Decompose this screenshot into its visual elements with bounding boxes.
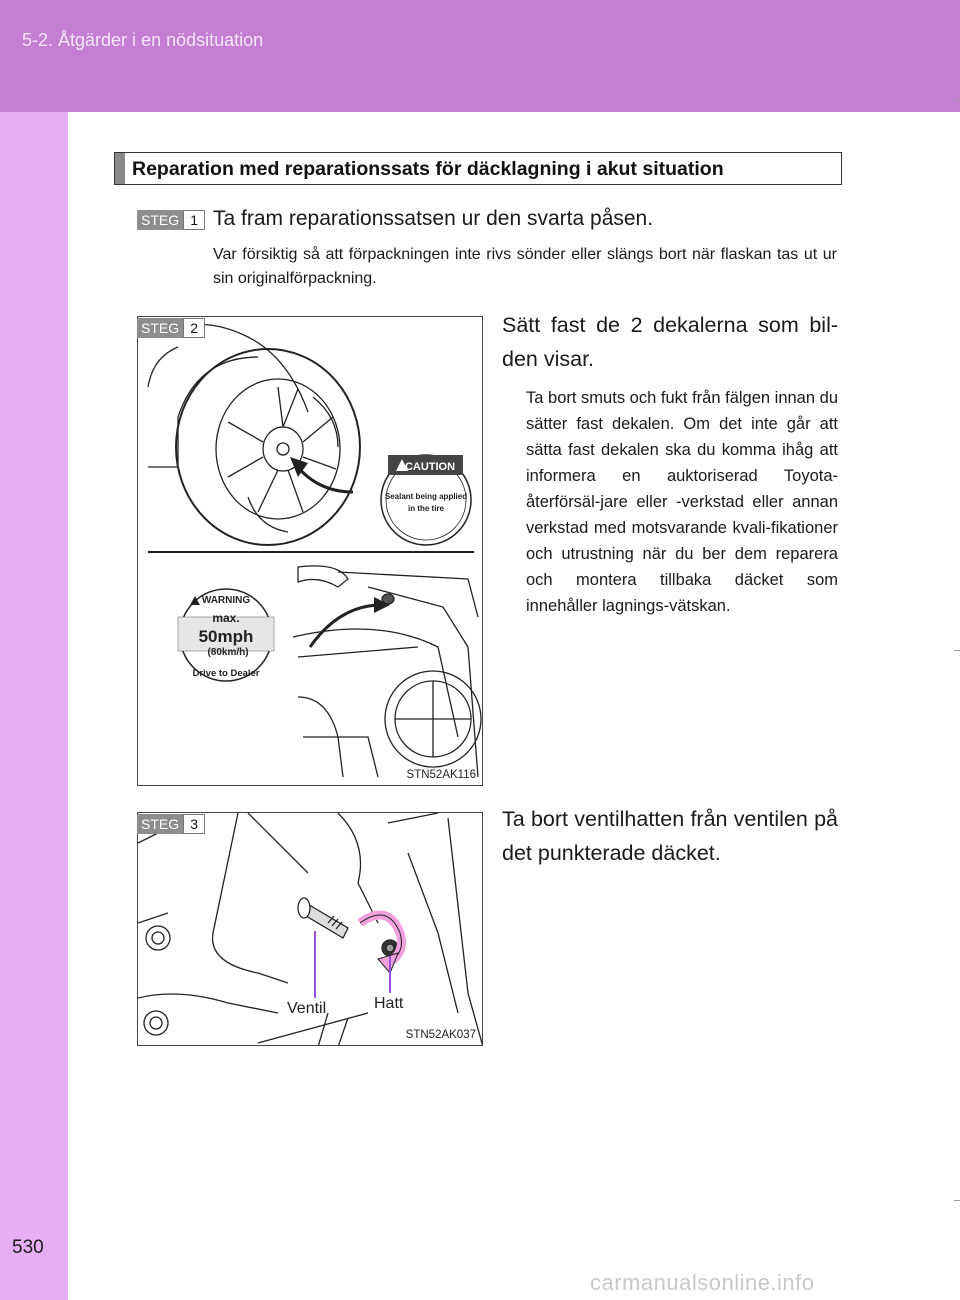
step-1-instruction: Ta fram reparationssatsen ur den svarta påsen. — [213, 207, 654, 230]
step-badge-3 — [137, 814, 205, 834]
watermark: carmanualsonline.info — [590, 1270, 815, 1295]
warning-sticker-title: WARNING — [201, 595, 251, 606]
step-badge-word: STEG — [137, 318, 183, 338]
step-badge-number: 3 — [183, 814, 205, 834]
step-badge-number: 1 — [183, 210, 205, 230]
caution-sticker-line1: Sealant being applied — [384, 492, 468, 501]
step-3-instruction: Ta bort ventilhatten från ventilen på det punkterade däcket. — [502, 807, 838, 865]
step-2-figure — [137, 316, 483, 786]
sticker-placement-illustration — [138, 317, 483, 786]
chapter-header-band — [0, 0, 960, 112]
step-badge-word: STEG — [137, 210, 183, 230]
cap-label: Hatt — [374, 995, 404, 1012]
section-heading — [114, 152, 842, 185]
heading-accent-bar — [115, 153, 125, 184]
step-badge-number: 2 — [183, 318, 205, 338]
chapter-title: 5-2. Åtgärder i en nödsituation — [22, 30, 264, 50]
step-2-instruction: Sätt fast de 2 dekalerna som bil-den visar. — [502, 313, 838, 371]
step-badge-1 — [137, 210, 205, 230]
warning-sticker-kmh: (80km/h) — [207, 647, 249, 658]
page-number: 530 — [12, 1237, 44, 1258]
caution-sticker-title: CAUTION — [404, 461, 456, 473]
trim-mark — [954, 650, 960, 651]
step-1-note: Var försiktig så att förpackningen inte rivs sönder eller slängs bort när flaskan tas ut ur sin originalförpackning. — [213, 246, 837, 287]
warning-sticker-max: max. — [212, 611, 240, 625]
step-badge-2 — [137, 318, 205, 338]
figure-code: STN52AK116 — [406, 769, 476, 781]
step-badge-word: STEG — [137, 814, 183, 834]
section-heading-text: Reparation med reparationssats för däcklagning i akut situation — [132, 158, 724, 180]
warning-sticker-bottom: Drive to Dealer — [192, 668, 260, 679]
trim-mark — [954, 1200, 960, 1201]
figure-code: STN52AK037 — [405, 1029, 476, 1041]
warning-sticker-speed: 50mph — [198, 627, 254, 646]
trim-mark — [954, 100, 960, 101]
valve-label: Ventil — [287, 1000, 327, 1017]
side-color-strip — [0, 112, 68, 1300]
caution-sticker-line2: in the tire — [407, 504, 445, 513]
step-2-note: Ta bort smuts och fukt från fälgen innan du sätter fast dekalen. Om det inte går att sätta fast dekalen ska du komma ihåg att informera en auktoriserad Toyota-återförsäl-jare eller -verkstad eller annan verkstad med motsvarande kvali-fikationer och utrustning när du ber dem reparera och montera tillbaka däcket som innehåller lagnings-vätskan. — [526, 389, 838, 615]
